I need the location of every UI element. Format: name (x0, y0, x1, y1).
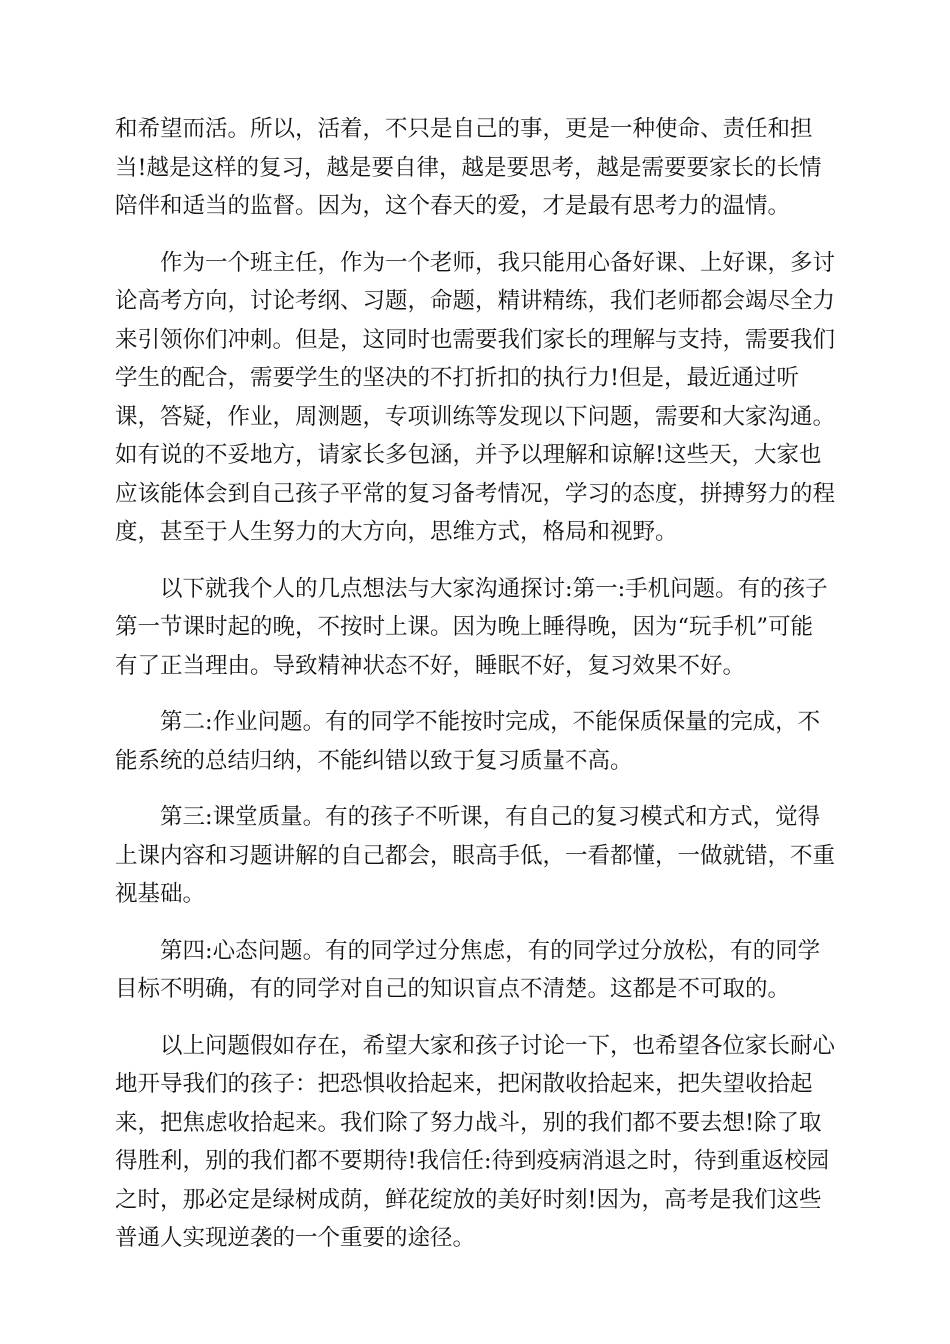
text-line: 第二:作业问题。有的同学不能按时完成，不能保质保量的完成，不 (160, 709, 821, 735)
text-line: 第三:课堂质量。有的孩子不听课，有自己的复习模式和方式，觉得 (160, 804, 821, 830)
text-line: 来引领你们冲刺。但是，这同时也需要我们家长的理解与支持，需要我们 (115, 326, 836, 353)
paragraph-6 (115, 932, 835, 1009)
document-page (115, 110, 835, 1276)
text-line: 以上问题假如存在，希望大家和孩子讨论一下，也希望各位家长耐心 (160, 1032, 836, 1059)
text-line: 能系统的总结归纳，不能纠错以致于复习质量不高。 (115, 747, 633, 774)
text-line: 学生的配合，需要学生的坚决的不打折扣的执行力!但是，最近通过听 (115, 365, 800, 391)
text-line: 如有说的不妥地方，请家长多包涵，并予以理解和谅解!这些天，大家也 (115, 442, 822, 468)
paragraph-3 (115, 570, 835, 686)
text-line: 度，甚至于人生努力的大方向，思维方式，格局和视野。 (115, 519, 678, 545)
text-line: 来，把焦虑收拾起来。我们除了努力战斗，别的我们都不要去想!除了取 (115, 1109, 822, 1136)
text-line: 上课内容和习题讲解的自己都会，眼高手低，一看都懂，一做就错，不重 (115, 842, 836, 869)
paragraph-2 (115, 244, 835, 552)
text-line: 地开导我们的孩子：把恐惧收拾起来，把闲散收拾起来，把失望收拾起 (115, 1071, 813, 1097)
text-line: 应该能体会到自己孩子平常的复习备考情况，学习的态度，拼搏努力的程 (115, 480, 836, 507)
text-line: 以下就我个人的几点想法与大家沟通探讨:第一:手机问题。有的孩子 (160, 575, 828, 602)
text-line: 和希望而活。所以，活着，不只是自己的事，更是一种使命、责任和担 (115, 116, 813, 142)
text-line: 第一节课时起的晚，不按时上课。因为晚上睡得晚，因为“玩手机”可能 (115, 614, 814, 640)
text-line: 普通人实现逆袭的一个重要的途径。 (115, 1225, 476, 1251)
paragraph-4 (115, 703, 835, 780)
paragraph-5 (115, 798, 835, 914)
text-line: 第四:心态问题。有的同学过分焦虑，有的同学过分放松，有的同学 (160, 937, 821, 964)
text-line: 作为一个班主任，作为一个老师，我只能用心备好课、上好课，多讨 (160, 249, 836, 276)
text-line: 得胜利，别的我们都不要期待!我信任:待到疫病消退之时，待到重返校园 (115, 1148, 830, 1174)
text-line: 之时，那必定是绿树成荫，鲜花绽放的美好时刻!因为，高考是我们这些 (115, 1186, 822, 1213)
text-line: 课，答疑，作业，周测题，专项训练等发现以下问题，需要和大家沟通。 (115, 403, 836, 430)
text-line: 陪伴和适当的监督。因为，这个春天的爱，才是最有思考力的温情。 (115, 193, 791, 219)
text-line: 目标不明确，有的同学对自己的知识盲点不清楚。这都是不可取的。 (115, 976, 791, 1002)
paragraph-1 (115, 110, 835, 226)
text-line: 视基础。 (115, 881, 206, 907)
text-line: 当!越是这样的复习，越是要自律，越是要思考，越是需要要家长的长情 (115, 154, 822, 181)
text-line: 有了正当理由。导致精神状态不好，睡眠不好，复习效果不好。 (115, 652, 746, 679)
paragraph-7 (115, 1027, 835, 1258)
text-line: 论高考方向，讨论考纲、习题，命题，精讲精练，我们老师都会竭尽全力 (115, 288, 836, 314)
